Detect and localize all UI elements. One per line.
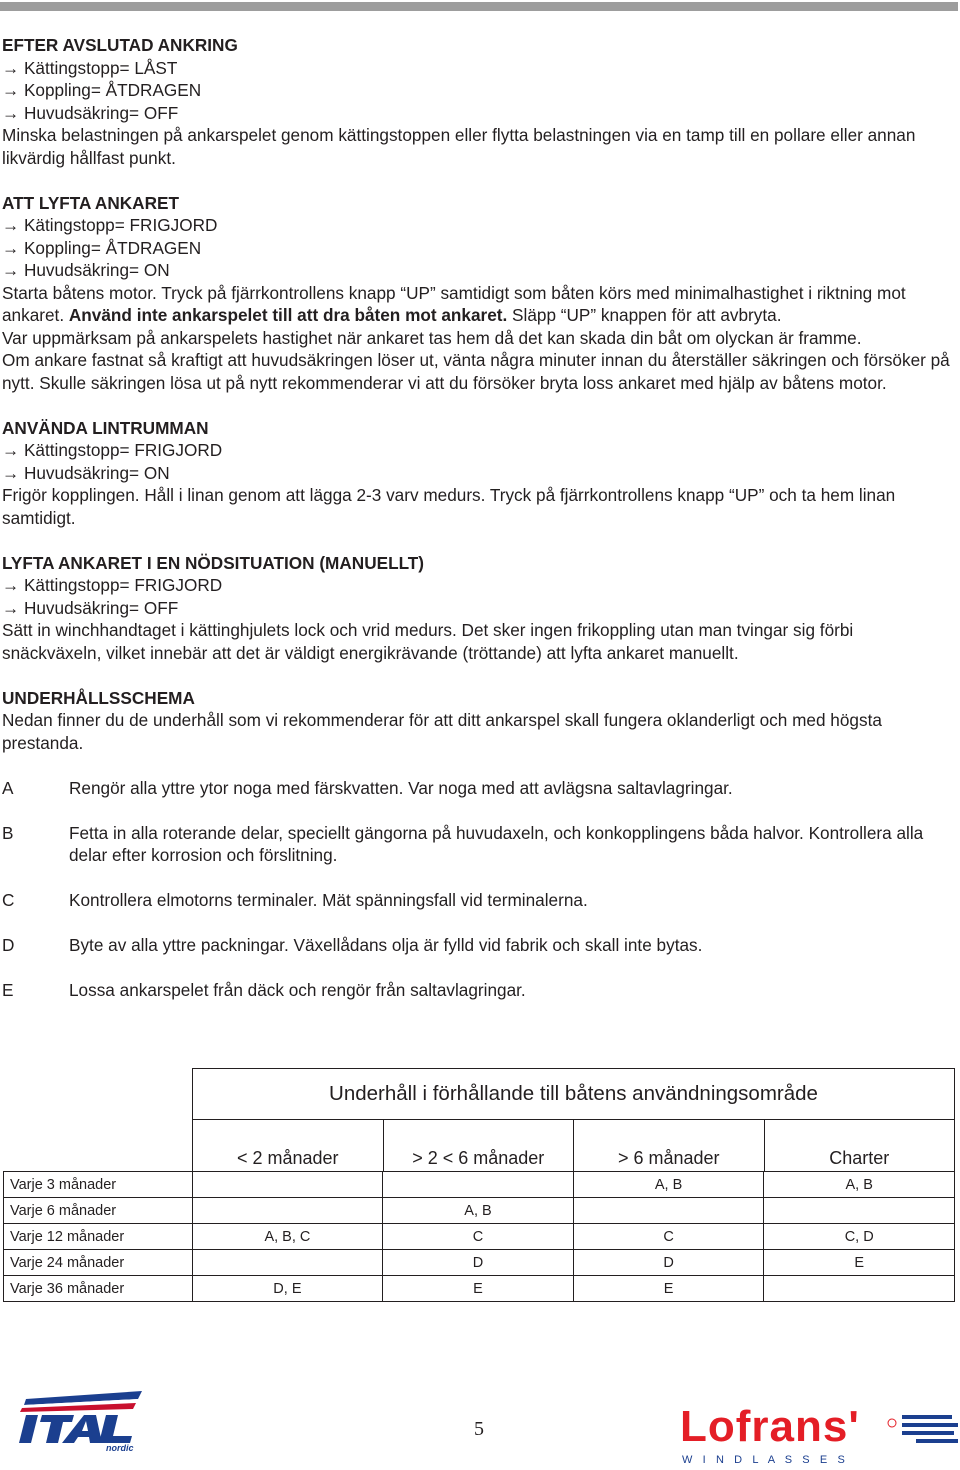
section-heading: ATT LYFTA ANKARET	[2, 192, 179, 213]
table-cell	[764, 1198, 955, 1223]
table-cell: A, B	[383, 1198, 574, 1223]
column-header: Charter	[765, 1120, 956, 1171]
paragraph	[2, 484, 954, 529]
setting-line: → Huvudsäkring= OFF	[2, 102, 179, 123]
maintenance-item	[2, 822, 954, 867]
maintenance-text: Byte av alla yttre packningar. Växellådans olja är fylld vid fabrik och skall inte bytas.	[69, 935, 703, 955]
maintenance-text: Kontrollera elmotorns terminaler. Mät spänningsfall vid terminalerna.	[69, 890, 588, 910]
bold-text: Använd inte ankarspelet till att dra båten mot ankaret.	[68, 305, 508, 325]
setting-line: → Huvudsäkring= OFF	[2, 597, 179, 618]
row-label: Varje 6 månader	[4, 1198, 193, 1223]
table-row	[3, 1172, 955, 1198]
text-segment: Starta båtens motor. Tryck på fjärrkontrollens knapp “UP” samtidigt som båten körs med minimalhastighet i riktning mot ankaret.	[2, 282, 906, 325]
table-cell: A, B, C	[193, 1224, 384, 1249]
table-cell: D, E	[193, 1276, 384, 1301]
lofrans-logo-text: Lofrans'	[680, 1403, 860, 1451]
sections	[2, 34, 954, 754]
top-rule	[0, 2, 958, 11]
table-cell: A, B	[764, 1172, 955, 1197]
setting-line: → Kättingstopp= LÅST	[2, 57, 178, 78]
lofrans-windlasses-logo	[680, 1403, 960, 1469]
table-cell: E	[383, 1276, 574, 1301]
row-label: Varje 36 månader	[4, 1276, 193, 1301]
maintenance-item	[2, 979, 954, 1002]
table-cell	[193, 1172, 384, 1197]
maintenance-item	[2, 777, 954, 800]
maintenance-letter: D	[2, 935, 15, 955]
maintenance-letter: B	[2, 822, 14, 843]
paragraph	[2, 349, 954, 394]
table-row	[3, 1250, 955, 1276]
section-0	[2, 34, 954, 169]
table-cell	[764, 1276, 955, 1301]
row-label: Varje 12 månader	[4, 1224, 193, 1249]
text-segment: Om ankare fastnat så kraftigt att huvudsäkringen löser ut, vänta några minuter innan du återställer säkringen och försöker på nytt. Skulle säkringen lösa ut på nytt rekommenderar vi att du försöker bryta loss ankaret med hjälp av båtens motor.	[2, 350, 950, 393]
text-segment: Frigör kopplingen. Håll i linan genom att lägga 2-3 varv medurs. Tryck på fjärrkontrollens knapp “UP” och ta hem linan samtidigt.	[2, 485, 896, 528]
setting-line: → Koppling= ÅTDRAGEN	[2, 80, 202, 100]
table-row	[3, 1276, 955, 1302]
column-header: > 2 < 6 månader	[384, 1120, 575, 1171]
maintenance-item	[2, 934, 954, 957]
paragraph	[2, 282, 954, 327]
table-cell: E	[764, 1250, 955, 1275]
table-cell	[383, 1172, 574, 1197]
section-4	[2, 687, 954, 755]
maintenance-letter: E	[2, 980, 14, 1000]
table-row	[3, 1224, 955, 1250]
setting-line: → Kätingstopp= FRIGJORD	[2, 215, 218, 235]
section-heading: ANVÄNDA LINTRUMMAN	[2, 417, 209, 438]
document-body	[2, 34, 954, 1024]
paragraph	[2, 619, 954, 664]
table-cell: D	[383, 1250, 574, 1275]
row-label: Varje 3 månader	[4, 1172, 193, 1197]
section-heading: EFTER AVSLUTAD ANKRING	[2, 35, 238, 55]
paragraph	[2, 327, 954, 350]
paragraph	[2, 124, 954, 169]
table-cell: D	[574, 1250, 765, 1275]
table-header	[192, 1120, 955, 1171]
page-number: 5	[474, 1418, 484, 1440]
table-cell	[574, 1198, 765, 1223]
table-cell: A, B	[574, 1172, 765, 1197]
table-cell: E	[574, 1276, 765, 1301]
column-header: > 6 månader	[574, 1120, 765, 1171]
ital-nordic-logo	[16, 1389, 146, 1453]
table-cell: C	[574, 1224, 765, 1249]
setting-line: → Kättingstopp= FRIGJORD	[2, 440, 223, 460]
table-cell: C, D	[764, 1224, 955, 1249]
section-3	[2, 552, 954, 665]
table-row	[3, 1198, 955, 1224]
section-heading: UNDERHÅLLSSCHEMA	[2, 687, 195, 708]
setting-line: → Huvudsäkring= ON	[2, 260, 170, 280]
table-cell: C	[383, 1224, 574, 1249]
maintenance-text: Rengör alla yttre ytor noga med färskvatten. Var noga med att avlägsna saltavlagringar.	[69, 777, 733, 798]
ital-logo-subtext: nordic	[106, 1443, 134, 1453]
row-label: Varje 24 månader	[4, 1250, 193, 1275]
section-heading: LYFTA ANKARET I EN NÖDSITUATION (MANUELLT)	[2, 552, 425, 573]
lofrans-logo-subtext: W I N D L A S S E S	[682, 1454, 849, 1466]
table-cell	[193, 1250, 384, 1275]
setting-line: → Koppling= ÅTDRAGEN	[2, 237, 202, 258]
section-1	[2, 192, 954, 395]
text-segment: Sätt in winchhandtaget i kättinghjulets lock och vrid medurs. Det sker ingen frikoppling utan man tvingar sig förbi snäckväxeln, vilket innebär att det är väldigt energikrävande (tröttande) att lyfta ankaret manuellt.	[2, 620, 854, 663]
maintenance-item	[2, 889, 954, 912]
text-segment: Släpp “UP” knappen för att avbryta.	[507, 305, 782, 325]
text-segment: Var uppmärksam på ankarspelets hastighet när ankaret tas hem då det kan skada din båt om olyckan är framme.	[2, 327, 862, 348]
maintenance-text: Fetta in alla roterande delar, speciellt gängorna på huvudaxeln, och konkopplingens båda halvor. Kontrollera alla delar efter korrosion och förslitning.	[69, 822, 924, 865]
maintenance-list	[2, 777, 954, 1002]
table-body	[3, 1171, 955, 1302]
table-cell	[193, 1198, 384, 1223]
column-header: < 2 månader	[193, 1120, 384, 1171]
table-title: Underhåll i förhållande till båtens användningsområde	[192, 1068, 955, 1120]
setting-line: → Kättingstopp= FRIGJORD	[2, 575, 223, 595]
footer	[0, 1385, 960, 1470]
setting-line: → Huvudsäkring= ON	[2, 462, 170, 483]
maintenance-text: Lossa ankarspelet från däck och rengör från saltavlagringar.	[69, 980, 526, 1000]
paragraph	[2, 709, 954, 754]
maintenance-letter: A	[2, 777, 14, 798]
text-segment: Nedan finner du de underhåll som vi rekommenderar för att ditt ankarspel skall fungera oklanderligt och med högsta prestanda.	[2, 710, 882, 753]
maintenance-letter: C	[2, 890, 15, 910]
text-segment: Minska belastningen på ankarspelet genom kättingstoppen eller flytta belastningen via en tamp till en pollare eller annan likvärdig hållfast punkt.	[2, 125, 916, 168]
section-2	[2, 417, 954, 530]
